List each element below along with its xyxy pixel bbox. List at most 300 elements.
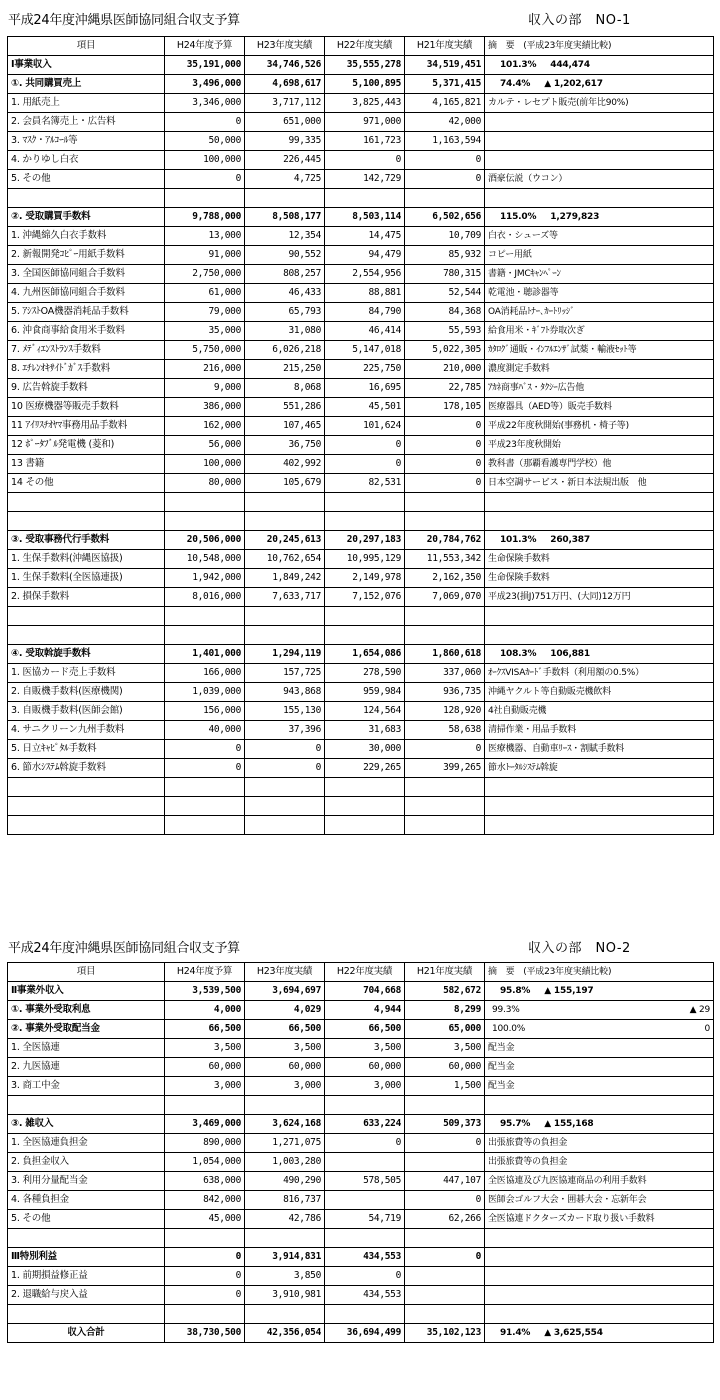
amount-c21	[405, 1286, 485, 1305]
amount-c21: 4,165,821	[405, 94, 485, 113]
empty-row	[8, 816, 714, 835]
amount-c23: 3,500	[245, 1039, 325, 1058]
empty-cell	[485, 189, 714, 208]
column-header: H24年度予算	[165, 37, 245, 56]
document-title: 平成24年度沖縄県医師協同組合収支予算	[8, 941, 240, 956]
item-label: 10 医療機器等販売手数料	[8, 398, 165, 417]
empty-cell	[405, 778, 485, 797]
remarks-cell: 出張旅費等の負担金	[485, 1134, 714, 1153]
subtotal-row	[8, 208, 714, 227]
amount-c24: 80,000	[165, 474, 245, 493]
amount-c24: 3,469,000	[165, 1115, 245, 1134]
column-header: H22年度実績	[325, 963, 405, 982]
empty-row	[8, 1229, 714, 1248]
amount-c24: 100,000	[165, 455, 245, 474]
item-label: 1. 前期損益修正益	[8, 1267, 165, 1286]
amount-c21: 399,265	[405, 759, 485, 778]
empty-cell	[8, 1305, 165, 1324]
amount-c24: 66,500	[165, 1020, 245, 1039]
amount-c23: 0	[245, 740, 325, 759]
amount-c23: 105,679	[245, 474, 325, 493]
table-row	[8, 113, 714, 132]
remarks-cell: 生命保険手数料	[485, 569, 714, 588]
amount-c21: 7,069,070	[405, 588, 485, 607]
ratio-value: 100.0%	[492, 1024, 526, 1034]
amount-c22: 35,555,278	[325, 56, 405, 75]
amount-c21: 62,266	[405, 1210, 485, 1229]
empty-cell	[245, 816, 325, 835]
amount-c22: 5,147,018	[325, 341, 405, 360]
budget-table	[7, 962, 714, 1343]
table-row	[8, 474, 714, 493]
remarks-cell	[485, 56, 714, 75]
amount-c22	[325, 1153, 405, 1172]
empty-cell	[8, 778, 165, 797]
amount-c24: 638,000	[165, 1172, 245, 1191]
table-row	[8, 1039, 714, 1058]
item-label: 5. その他	[8, 170, 165, 189]
table-row	[8, 265, 714, 284]
empty-cell	[245, 1229, 325, 1248]
amount-c22: 31,683	[325, 721, 405, 740]
table-row	[8, 1134, 714, 1153]
amount-c21: 60,000	[405, 1058, 485, 1077]
amount-c24: 3,500	[165, 1039, 245, 1058]
remarks-cell	[485, 151, 714, 170]
amount-c24: 9,788,000	[165, 208, 245, 227]
remarks-cell: 書籍・JMCｷｬﾝﾍﾟｰﾝ	[485, 265, 714, 284]
empty-cell	[8, 512, 165, 531]
amount-c24: 842,000	[165, 1191, 245, 1210]
remarks-cell: 配当金	[485, 1077, 714, 1096]
item-label: 1. 医協カード売上手数料	[8, 664, 165, 683]
table-row	[8, 683, 714, 702]
amount-c24: 8,016,000	[165, 588, 245, 607]
amount-c22: 14,475	[325, 227, 405, 246]
amount-c21: 65,000	[405, 1020, 485, 1039]
amount-c22: 84,790	[325, 303, 405, 322]
amount-c21: 0	[405, 417, 485, 436]
remarks-cell: 配当金	[485, 1058, 714, 1077]
amount-c23: 99,335	[245, 132, 325, 151]
amount-c21: 0	[405, 151, 485, 170]
amount-c22: 5,100,895	[325, 75, 405, 94]
amount-c22: 101,624	[325, 417, 405, 436]
amount-c22: 434,553	[325, 1248, 405, 1267]
empty-cell	[245, 778, 325, 797]
amount-c22: 16,695	[325, 379, 405, 398]
empty-row	[8, 778, 714, 797]
amount-c24: 2,750,000	[165, 265, 245, 284]
item-label: 3. ﾏｽｸ・ｱﾙｺｰﾙ等	[8, 132, 165, 151]
empty-cell	[245, 1305, 325, 1324]
amount-c23: 1,849,242	[245, 569, 325, 588]
income-page-2	[0, 928, 720, 1338]
column-header: 項目	[8, 963, 165, 982]
item-label: ④. 受取斡旋手数料	[8, 645, 165, 664]
amount-c21: 0	[405, 474, 485, 493]
remarks-cell	[485, 1248, 714, 1267]
column-header: 摘 要 (平成23年度実績比較)	[485, 37, 714, 56]
amount-c21: 0	[405, 1248, 485, 1267]
amount-c21: 84,368	[405, 303, 485, 322]
table-row	[8, 721, 714, 740]
amount-c24: 166,000	[165, 664, 245, 683]
amount-c22: 88,881	[325, 284, 405, 303]
section-label: 収入の部 NO-1	[528, 13, 631, 28]
difference-value: 1,279,823	[550, 212, 600, 222]
difference-value: ▲ 1,202,617	[544, 79, 603, 89]
table-row	[8, 417, 714, 436]
amount-c23: 107,465	[245, 417, 325, 436]
amount-c24: 156,000	[165, 702, 245, 721]
amount-c24: 216,000	[165, 360, 245, 379]
amount-c24: 5,750,000	[165, 341, 245, 360]
amount-c23: 490,290	[245, 1172, 325, 1191]
empty-cell	[245, 493, 325, 512]
item-label: 13 書籍	[8, 455, 165, 474]
difference-value: 106,881	[550, 649, 590, 659]
amount-c24: 35,000	[165, 322, 245, 341]
amount-c23: 3,914,831	[245, 1248, 325, 1267]
empty-cell	[8, 493, 165, 512]
amount-c21: 0	[405, 1191, 485, 1210]
remarks-cell: 清掃作業・用品手数料	[485, 721, 714, 740]
page-header	[0, 928, 720, 964]
amount-c23: 651,000	[245, 113, 325, 132]
amount-c21	[405, 1267, 485, 1286]
empty-cell	[325, 778, 405, 797]
amount-c21: 6,502,656	[405, 208, 485, 227]
subtotal-row	[8, 1001, 714, 1020]
table-row	[8, 1267, 714, 1286]
remarks-cell: 医療機器、自動車ﾘｰｽ・割賦手数料	[485, 740, 714, 759]
amount-c22: 82,531	[325, 474, 405, 493]
table-row	[8, 379, 714, 398]
item-label: 4. 九州医師協同組合手数料	[8, 284, 165, 303]
empty-row	[8, 797, 714, 816]
column-header: 項目	[8, 37, 165, 56]
empty-cell	[8, 189, 165, 208]
difference-value: ▲ 29	[689, 1005, 710, 1015]
ratio-value: 99.3%	[492, 1005, 520, 1015]
item-label: 7. ﾒﾃﾞｨｴﾝｽﾄﾗﾝｽ手数料	[8, 341, 165, 360]
amount-c23: 1,271,075	[245, 1134, 325, 1153]
ratio-value: 74.4%	[500, 79, 531, 89]
table-row	[8, 246, 714, 265]
empty-cell	[485, 1096, 714, 1115]
remarks-cell	[485, 1267, 714, 1286]
table-row	[8, 664, 714, 683]
amount-c24: 386,000	[165, 398, 245, 417]
difference-value: 260,387	[550, 535, 590, 545]
item-label: 2. 新報開発ｺﾋﾟｰ用紙手数料	[8, 246, 165, 265]
amount-c22: 94,479	[325, 246, 405, 265]
item-label: 3. 自販機手数料(医師会館)	[8, 702, 165, 721]
table-row	[8, 1058, 714, 1077]
item-label: 1. 生保手数料(全医協連扱)	[8, 569, 165, 588]
amount-c21: 52,544	[405, 284, 485, 303]
amount-c23: 1,003,280	[245, 1153, 325, 1172]
table-row	[8, 398, 714, 417]
empty-cell	[405, 1305, 485, 1324]
amount-c23: 3,000	[245, 1077, 325, 1096]
amount-c23: 8,068	[245, 379, 325, 398]
amount-c22: 4,944	[325, 1001, 405, 1020]
empty-cell	[245, 797, 325, 816]
amount-c21: 8,299	[405, 1001, 485, 1020]
table-row	[8, 94, 714, 113]
item-label: 1. 全医協連	[8, 1039, 165, 1058]
amount-c22: 10,995,129	[325, 550, 405, 569]
amount-c22: 0	[325, 455, 405, 474]
amount-c24: 35,191,000	[165, 56, 245, 75]
amount-c24: 50,000	[165, 132, 245, 151]
amount-c24: 0	[165, 170, 245, 189]
amount-c23: 4,029	[245, 1001, 325, 1020]
subtotal-row	[8, 56, 714, 75]
column-header: H23年度実績	[245, 37, 325, 56]
table-row	[8, 1172, 714, 1191]
remarks-cell: 乾電池・聴診器等	[485, 284, 714, 303]
amount-c21: 0	[405, 740, 485, 759]
column-header: H21年度実績	[405, 37, 485, 56]
item-label: 9. 広告斡旋手数料	[8, 379, 165, 398]
amount-c21: 128,920	[405, 702, 485, 721]
amount-c22: 434,553	[325, 1286, 405, 1305]
amount-c24: 1,054,000	[165, 1153, 245, 1172]
item-label: 2. 会員名簿売上・広告料	[8, 113, 165, 132]
column-header: H24年度予算	[165, 963, 245, 982]
amount-c23: 6,026,218	[245, 341, 325, 360]
amount-c23: 3,910,981	[245, 1286, 325, 1305]
empty-cell	[405, 1229, 485, 1248]
amount-c21: 0	[405, 455, 485, 474]
amount-c22: 225,750	[325, 360, 405, 379]
difference-value: 0	[704, 1024, 710, 1034]
column-header: H21年度実績	[405, 963, 485, 982]
remarks-cell: ｱｶﾈ商事ﾊﾞｽ・ﾀｸｼｰ広告他	[485, 379, 714, 398]
remarks-cell	[485, 1001, 714, 1020]
table-row	[8, 702, 714, 721]
remarks-cell: 日本空調サービス・新日本法規出版 他	[485, 474, 714, 493]
amount-c24: 3,000	[165, 1077, 245, 1096]
empty-cell	[485, 797, 714, 816]
empty-cell	[405, 1096, 485, 1115]
amount-c22: 124,564	[325, 702, 405, 721]
empty-cell	[485, 778, 714, 797]
amount-c23: 36,750	[245, 436, 325, 455]
remarks-cell: 白衣・シューズ等	[485, 227, 714, 246]
amount-c22: 45,501	[325, 398, 405, 417]
amount-c23: 37,396	[245, 721, 325, 740]
amount-c22: 20,297,183	[325, 531, 405, 550]
subtotal-row	[8, 1020, 714, 1039]
item-label: 2. 九医協連	[8, 1058, 165, 1077]
amount-c23: 60,000	[245, 1058, 325, 1077]
amount-c23: 66,500	[245, 1020, 325, 1039]
empty-cell	[165, 189, 245, 208]
amount-c22: 8,503,114	[325, 208, 405, 227]
amount-c22: 633,224	[325, 1115, 405, 1134]
amount-c21: 1,163,594	[405, 132, 485, 151]
item-label: ③. 受取事務代行手数料	[8, 531, 165, 550]
empty-cell	[165, 816, 245, 835]
amount-c23: 42,356,054	[245, 1324, 325, 1343]
empty-cell	[8, 1096, 165, 1115]
empty-cell	[485, 607, 714, 626]
amount-c21: 1,860,618	[405, 645, 485, 664]
remarks-cell	[485, 132, 714, 151]
amount-c24: 3,539,500	[165, 982, 245, 1001]
remarks-cell: ｵｰｸｽVISAｶｰﾄﾞ手数料（利用額の0.5%）	[485, 664, 714, 683]
remarks-cell: 節水ﾄｰﾀﾙｼｽﾃﾑ斡旋	[485, 759, 714, 778]
amount-c23: 34,746,526	[245, 56, 325, 75]
amount-c24: 100,000	[165, 151, 245, 170]
empty-cell	[245, 1096, 325, 1115]
empty-cell	[8, 797, 165, 816]
subtotal-row	[8, 1115, 714, 1134]
remarks-cell: 平成23年度秋開始	[485, 436, 714, 455]
amount-c24: 20,506,000	[165, 531, 245, 550]
ratio-value: 91.4%	[500, 1328, 531, 1338]
remarks-cell: コピー用紙	[485, 246, 714, 265]
amount-c21: 34,519,451	[405, 56, 485, 75]
amount-c24: 0	[165, 740, 245, 759]
table-row	[8, 436, 714, 455]
subtotal-row	[8, 645, 714, 664]
amount-c24: 60,000	[165, 1058, 245, 1077]
remarks-cell: 生命保険手数料	[485, 550, 714, 569]
remarks-cell: 医療器具（AED等）販売手数料	[485, 398, 714, 417]
remarks-cell: 沖縄ヤクルト等自動販売機飲料	[485, 683, 714, 702]
empty-cell	[165, 1096, 245, 1115]
table-row	[8, 360, 714, 379]
table-row	[8, 227, 714, 246]
ratio-value: 101.3%	[500, 535, 537, 545]
table-row	[8, 170, 714, 189]
empty-cell	[245, 189, 325, 208]
amount-c23: 0	[245, 759, 325, 778]
empty-cell	[165, 626, 245, 645]
ratio-value: 95.8%	[500, 986, 531, 996]
amount-c22: 971,000	[325, 113, 405, 132]
item-label: ③. 雑収入	[8, 1115, 165, 1134]
empty-cell	[325, 607, 405, 626]
empty-cell	[8, 626, 165, 645]
ratio-value: 115.0%	[500, 212, 537, 222]
empty-cell	[165, 512, 245, 531]
amount-c22	[325, 1191, 405, 1210]
empty-cell	[165, 778, 245, 797]
remarks-cell	[485, 645, 714, 664]
empty-cell	[245, 626, 325, 645]
ratio-value: 95.7%	[500, 1119, 531, 1129]
empty-cell	[405, 512, 485, 531]
empty-cell	[165, 493, 245, 512]
empty-cell	[325, 512, 405, 531]
item-label: 3. 利用分量配当金	[8, 1172, 165, 1191]
remarks-cell	[485, 1286, 714, 1305]
amount-c24: 1,942,000	[165, 569, 245, 588]
amount-c21: 35,102,123	[405, 1324, 485, 1343]
table-row	[8, 740, 714, 759]
amount-c21: 0	[405, 436, 485, 455]
empty-cell	[325, 1305, 405, 1324]
remarks-cell: 平成22年度秋開始(事務机・椅子等)	[485, 417, 714, 436]
amount-c23: 90,552	[245, 246, 325, 265]
item-label: ①. 事業外受取利息	[8, 1001, 165, 1020]
empty-cell	[245, 607, 325, 626]
amount-c24: 162,000	[165, 417, 245, 436]
amount-c24: 61,000	[165, 284, 245, 303]
empty-cell	[405, 189, 485, 208]
item-label: 2. 退職給与戻入益	[8, 1286, 165, 1305]
table-row	[8, 1210, 714, 1229]
item-label: 3. 商工中金	[8, 1077, 165, 1096]
empty-row	[8, 1096, 714, 1115]
table-row	[8, 1153, 714, 1172]
amount-c24: 10,548,000	[165, 550, 245, 569]
amount-c23: 157,725	[245, 664, 325, 683]
remarks-cell: 全医協連及び九医協連商品の利用手数料	[485, 1172, 714, 1191]
remarks-cell: 給食用米・ｷﾞﾌﾄ券取次ぎ	[485, 322, 714, 341]
amount-c23: 402,992	[245, 455, 325, 474]
remarks-cell	[485, 531, 714, 550]
amount-c23: 20,245,613	[245, 531, 325, 550]
empty-cell	[325, 816, 405, 835]
amount-c21: 20,784,762	[405, 531, 485, 550]
item-label: 2. 損保手数料	[8, 588, 165, 607]
amount-c21: 58,638	[405, 721, 485, 740]
subtotal-row	[8, 1324, 714, 1343]
amount-c22: 161,723	[325, 132, 405, 151]
item-label: 2. 自販機手数料(医療機関)	[8, 683, 165, 702]
section-label: 収入の部 NO-2	[528, 941, 631, 956]
empty-cell	[165, 1305, 245, 1324]
amount-c21: 5,022,305	[405, 341, 485, 360]
amount-c23: 3,694,697	[245, 982, 325, 1001]
amount-c22: 36,694,499	[325, 1324, 405, 1343]
empty-cell	[405, 816, 485, 835]
amount-c24: 0	[165, 759, 245, 778]
empty-row	[8, 607, 714, 626]
amount-c23: 551,286	[245, 398, 325, 417]
amount-c22: 959,984	[325, 683, 405, 702]
item-label: Ⅱ事業外収入	[8, 982, 165, 1001]
subtotal-row	[8, 531, 714, 550]
amount-c22: 66,500	[325, 1020, 405, 1039]
amount-c22: 46,414	[325, 322, 405, 341]
remarks-cell	[485, 75, 714, 94]
empty-cell	[485, 1229, 714, 1248]
column-header: 摘 要 (平成23年度実績比較)	[485, 963, 714, 982]
table-row	[8, 759, 714, 778]
amount-c22: 142,729	[325, 170, 405, 189]
empty-cell	[8, 816, 165, 835]
amount-c21: 22,785	[405, 379, 485, 398]
item-label: 3. 全国医師協同組合手数料	[8, 265, 165, 284]
amount-c21: 447,107	[405, 1172, 485, 1191]
amount-c23: 12,354	[245, 227, 325, 246]
amount-c22: 7,152,076	[325, 588, 405, 607]
empty-cell	[405, 607, 485, 626]
amount-c22: 0	[325, 1267, 405, 1286]
column-header: H23年度実績	[245, 963, 325, 982]
remarks-cell: 出張旅費等の負担金	[485, 1153, 714, 1172]
empty-cell	[485, 816, 714, 835]
empty-row	[8, 493, 714, 512]
